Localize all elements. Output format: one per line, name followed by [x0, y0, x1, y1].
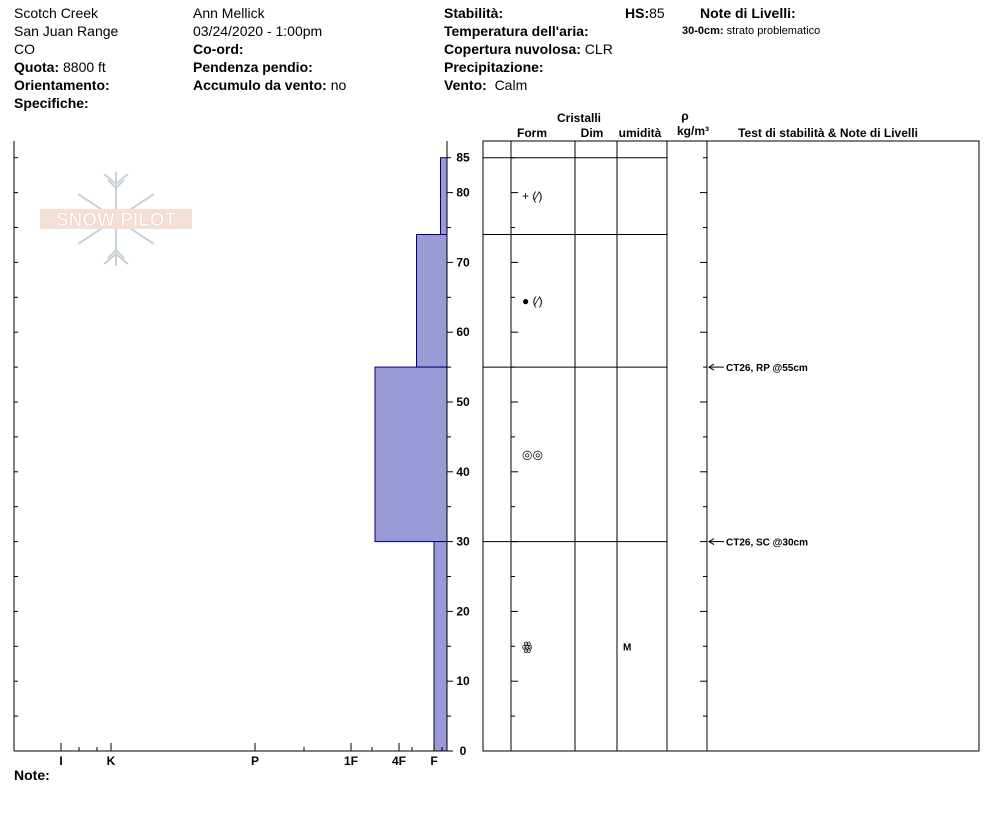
hardness-tick-label: 1F — [343, 754, 359, 768]
specifics-label: Specifiche: — [14, 95, 89, 111]
hardness-tick-label: F — [430, 754, 438, 768]
hardness-bar — [417, 234, 448, 367]
hardness-tick-label: K — [106, 754, 116, 768]
grain-form-symbol: ● (⁄) — [522, 293, 543, 308]
layer-table — [483, 141, 979, 751]
hardness-tick-label: P — [250, 754, 260, 768]
depth-tick-label: 0 — [459, 744, 467, 758]
range-name: San Juan Range — [14, 23, 119, 39]
snowpilot-logo — [40, 172, 192, 266]
crystals-header: Cristalli — [556, 111, 602, 125]
hs-value: 85 — [649, 5, 665, 21]
location-name: Scotch Creek — [14, 5, 99, 21]
rho-header: ρ — [681, 109, 689, 123]
layer-note-depth: 30-0cm: — [682, 25, 724, 37]
layer-note-text: strato problematico — [726, 25, 821, 37]
depth-tick-label: 50 — [456, 395, 470, 409]
depth-tick-label: 70 — [456, 255, 470, 270]
depth-tick-label: 60 — [456, 325, 470, 340]
observer-name: Ann Mellick — [193, 5, 265, 21]
logo-text: SNOW PILOT — [55, 210, 177, 231]
form-header: Form — [517, 126, 547, 140]
sky-label: Copertura nuvolosa: — [444, 41, 581, 57]
moisture-header: umidità — [618, 126, 662, 140]
moisture-value: M — [623, 642, 632, 654]
stability-test-label: CT26, RP @55cm — [726, 363, 808, 375]
depth-tick-label: 30 — [456, 534, 470, 549]
hardness-tick-label: 4F — [391, 754, 407, 768]
precip-label: Precipitazione: — [444, 59, 544, 75]
wind-value: Calm — [494, 77, 528, 93]
elevation-value: 8800 ft — [63, 59, 106, 75]
hardness-bar — [441, 158, 448, 235]
depth-tick-label: 85 — [456, 150, 470, 165]
depth-tick-label: 10 — [456, 674, 470, 689]
depth-tick-label: 80 — [456, 185, 470, 200]
grain-form-symbol: ◎◎ — [522, 447, 543, 462]
grain-form-symbol: ꙮ — [522, 639, 533, 654]
size-header: Dim — [580, 126, 604, 140]
wind-label: Vento: — [444, 77, 487, 93]
wind-loading-value: no — [330, 77, 347, 93]
tests-header: Test di stabilità & Note di Livelli — [738, 126, 918, 140]
sky-value: CLR — [584, 41, 613, 57]
depth-tick-label: 20 — [456, 604, 470, 619]
wind-loading-label: Accumulo da vento: — [193, 77, 327, 93]
stability-test-label: CT26, SC @30cm — [726, 537, 809, 549]
layer-notes-label: Note di Livelli: — [700, 5, 796, 21]
depth-tick-label: 40 — [456, 464, 470, 479]
notes-label: Note: — [14, 767, 50, 783]
air-temp-label: Temperatura dell'aria: — [444, 23, 589, 39]
hardness-plot — [14, 141, 470, 768]
table-border — [483, 141, 979, 751]
grain-form-symbol: + (⁄) — [522, 189, 543, 204]
density-unit-header: kg/m³ — [676, 124, 710, 138]
slope-label: Pendenza pendio: — [193, 59, 313, 75]
hardness-bar — [375, 367, 447, 541]
hardness-bar — [434, 542, 447, 751]
hardness-tick-label: I — [59, 754, 63, 768]
stability-label: Stabilità: — [444, 5, 504, 21]
coord-label: Co-ord: — [193, 41, 244, 57]
aspect-label: Orientamento: — [14, 77, 110, 93]
elevation-label: Quota: — [14, 59, 60, 75]
state-name: CO — [14, 41, 35, 57]
observation-datetime: 03/24/2020 - 1:00pm — [193, 23, 323, 39]
hs-label: HS: — [625, 5, 650, 21]
